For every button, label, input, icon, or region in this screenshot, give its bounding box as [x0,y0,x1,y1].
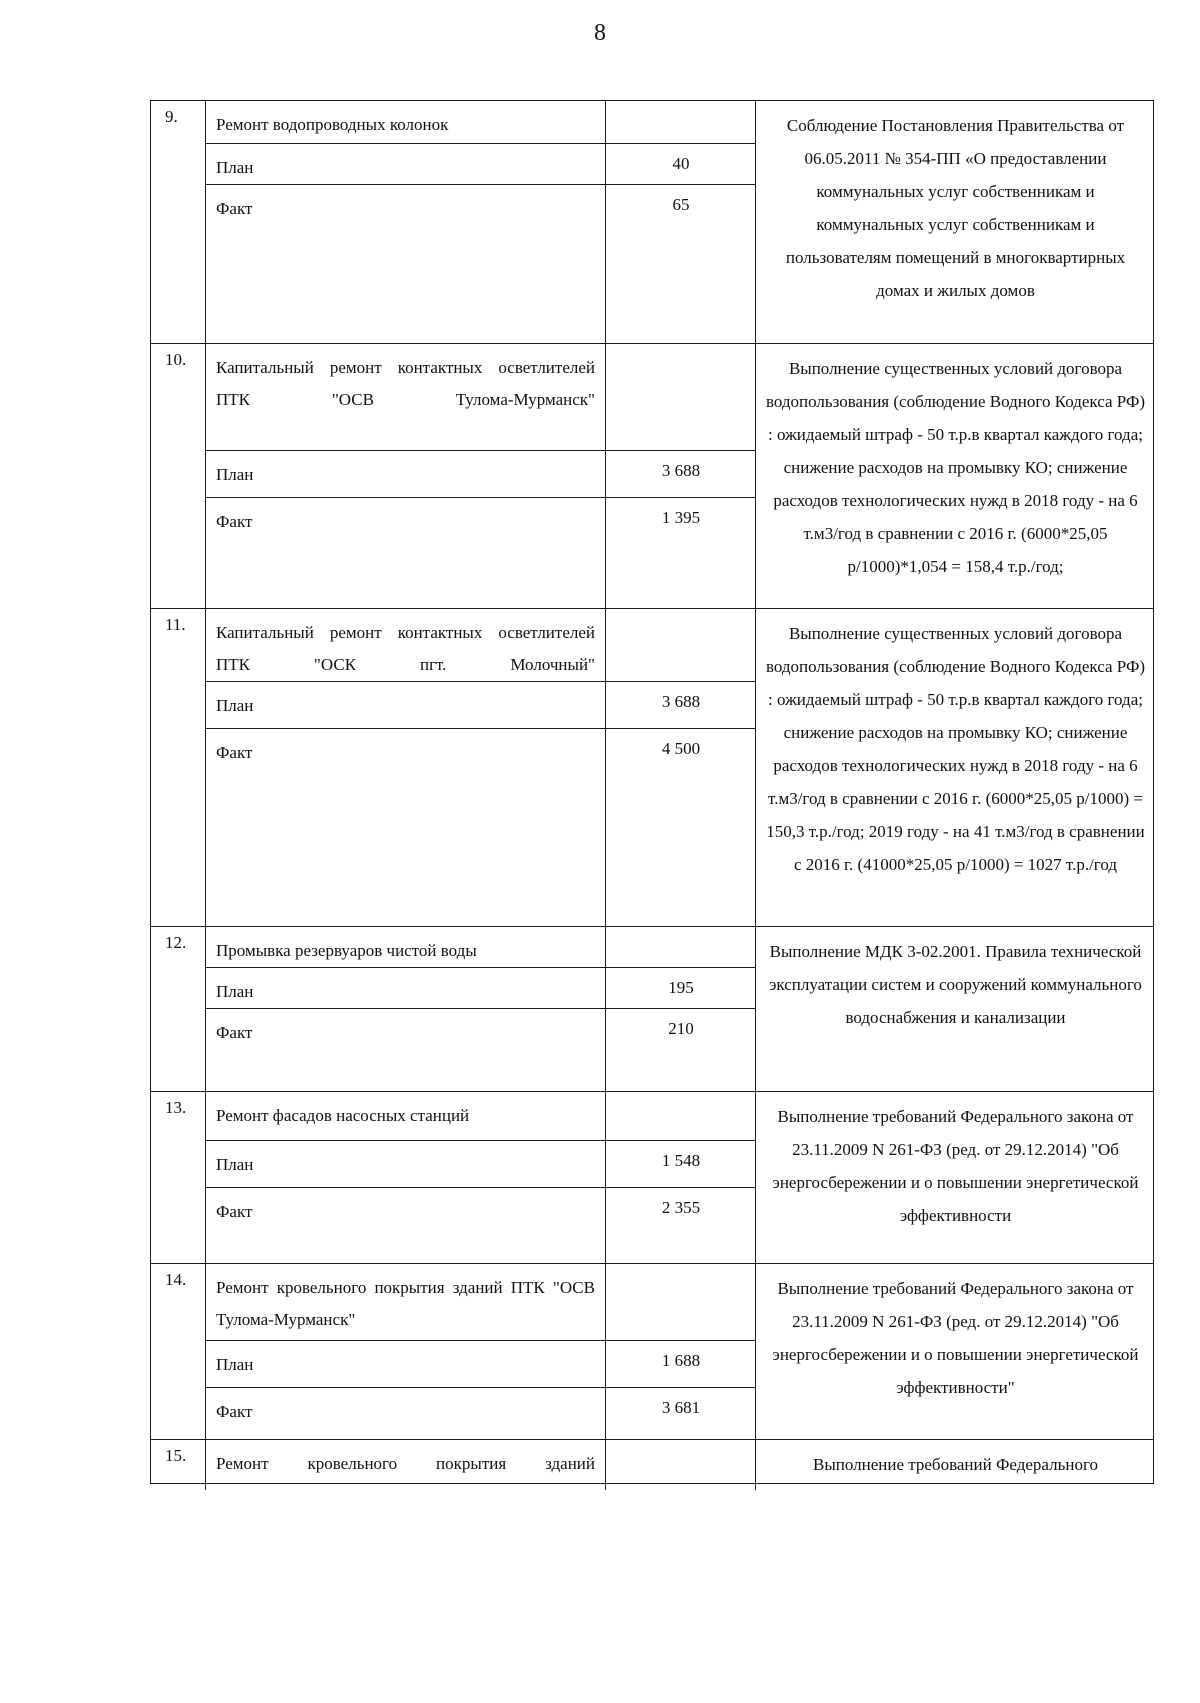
work-cell [206,101,756,343]
plan-value: 1 688 [661,1351,701,1370]
work-title: Ремонт водопроводных колонок [206,101,606,151]
fact-row [206,498,755,608]
plan-row [206,968,755,1009]
plan-row [206,451,755,498]
work-cell [206,344,756,608]
plan-row [206,1341,755,1388]
fact-label: Факт [206,1009,606,1091]
plan-value: 3 688 [661,692,701,711]
plan-label: План [206,451,606,501]
work-title-row [206,101,755,144]
plan-label: План [206,144,606,194]
table-row [150,1439,1154,1484]
row-number: 10. [151,344,206,608]
plan-row [206,1141,755,1188]
justification-text: Соблюдение Постановления Правительства от 06.05.2011 № 354-ПП «О предоставлении коммунальных услуг собственникам и коммунальных услуг собственникам и пользователям помещений в многоквартирных домах и жилых домов [785,116,1126,300]
fact-label: Факт [206,185,606,343]
plan-row [206,144,755,185]
fact-row [206,1009,755,1091]
work-title-row [206,1440,755,1490]
row-number: 11. [151,609,206,926]
value-empty [606,1264,756,1346]
work-cell [206,609,756,926]
fact-value: 65 [672,195,690,214]
justification-text: Выполнение существенных условий договора водопользования (соблюдение Водного Кодекса РФ) : ожидаемый штраф - 50 т.р.в квартал каждого года; снижение расходов на промывку КО; снижение расходов технологических нужд в 2018 году - на 6 т.м3/год в сравнении с 2016 г. (6000*25,05 р/1000)*1,054 = 158,4 т.р./год; [765,359,1146,576]
work-cell [206,1440,756,1490]
row-number: 9. [151,101,206,343]
row-number: 12. [151,927,206,1091]
fact-value: 2 355 [661,1198,701,1217]
work-title-row [206,927,755,968]
fact-label: Факт [206,1388,606,1439]
fact-value: 210 [668,1019,694,1038]
fact-label: Факт [206,1188,606,1263]
work-title: Капитальный ремонт контактных осветлителей ПТК "ОСК пгт. Молочный" [206,609,606,691]
fact-label: Факт [206,498,606,608]
row-number: 14. [151,1264,206,1439]
work-title: Капитальный ремонт контактных осветлителей ПТК "ОСВ Тулома-Мурманск" [206,344,606,450]
justification-text: Выполнение существенных условий договора водопользования (соблюдение Водного Кодекса РФ) : ожидаемый штраф - 50 т.р.в квартал каждого года; снижение расходов на промывку КО; снижение расходов технологических нужд в 2018 году - на 6 т.м3/год в сравнении с 2016 г. (6000*25,05 р/1000) = 150,3 т.р./год; 2019 году - на 41 т.м3/год в сравнении с 2016 г. (41000*25,05 р/1000) = 1027 т.р./год [765,624,1146,874]
fact-value: 3 681 [661,1398,701,1417]
work-title: Промывка резервуаров чистой воды [206,927,606,977]
fact-label: Факт [206,729,606,926]
plan-label: План [206,968,606,1018]
work-title: Ремонт фасадов насосных станций [206,1092,606,1142]
work-title-row [206,344,755,451]
table-row [150,100,1154,343]
justification-text: Выполнение требований Федерального закона от 23.11.2009 N 261-ФЗ (ред. от 29.12.2014) "Об энергосбережении и о повышении энергетической эффективности [772,1107,1139,1225]
table-row [150,1263,1154,1439]
plan-label: План [206,1141,606,1191]
plan-value: 1 548 [661,1151,701,1170]
plan-value: 195 [668,978,694,997]
work-cell [206,927,756,1091]
plan-value: 40 [672,154,690,173]
table-row [150,343,1154,608]
plan-value: 3 688 [661,461,701,480]
value-empty [606,1440,756,1490]
value-empty [606,1092,756,1142]
plan-row [206,682,755,729]
fact-row [206,185,755,343]
work-cell [206,1264,756,1439]
fact-row [206,1188,755,1263]
fact-row [206,1388,755,1439]
justification-text: Выполнение требований Федерального [813,1455,1098,1474]
table-row [150,1091,1154,1263]
table-row [150,608,1154,926]
work-title: Ремонт кровельного покрытия зданий ПТК "ОСВ Тулома-Мурманск" [206,1264,606,1346]
value-empty [606,609,756,691]
work-title: Ремонт кровельного покрытия зданий [206,1440,606,1490]
work-title-row [206,1264,755,1341]
fact-row [206,729,755,926]
work-title-row [206,1092,755,1141]
row-number: 15. [151,1440,206,1490]
justification-text: Выполнение МДК 3-02.2001. Правила технической эксплуатации систем и сооружений коммунального водоснабжения и канализации [769,942,1142,1027]
table-row [150,926,1154,1091]
repairs-table [150,100,1154,1484]
work-title-row [206,609,755,682]
fact-value: 1 395 [661,508,701,527]
page-number: 8 [594,20,606,46]
plan-label: План [206,1341,606,1391]
justification-text: Выполнение требований Федерального закона от 23.11.2009 N 261-ФЗ (ред. от 29.12.2014) "Об энергосбережении и о повышении энергетической эффективности" [772,1279,1139,1397]
fact-value: 4 500 [661,739,701,758]
row-number: 13. [151,1092,206,1263]
work-cell [206,1092,756,1263]
value-empty [606,344,756,450]
plan-label: План [206,682,606,732]
